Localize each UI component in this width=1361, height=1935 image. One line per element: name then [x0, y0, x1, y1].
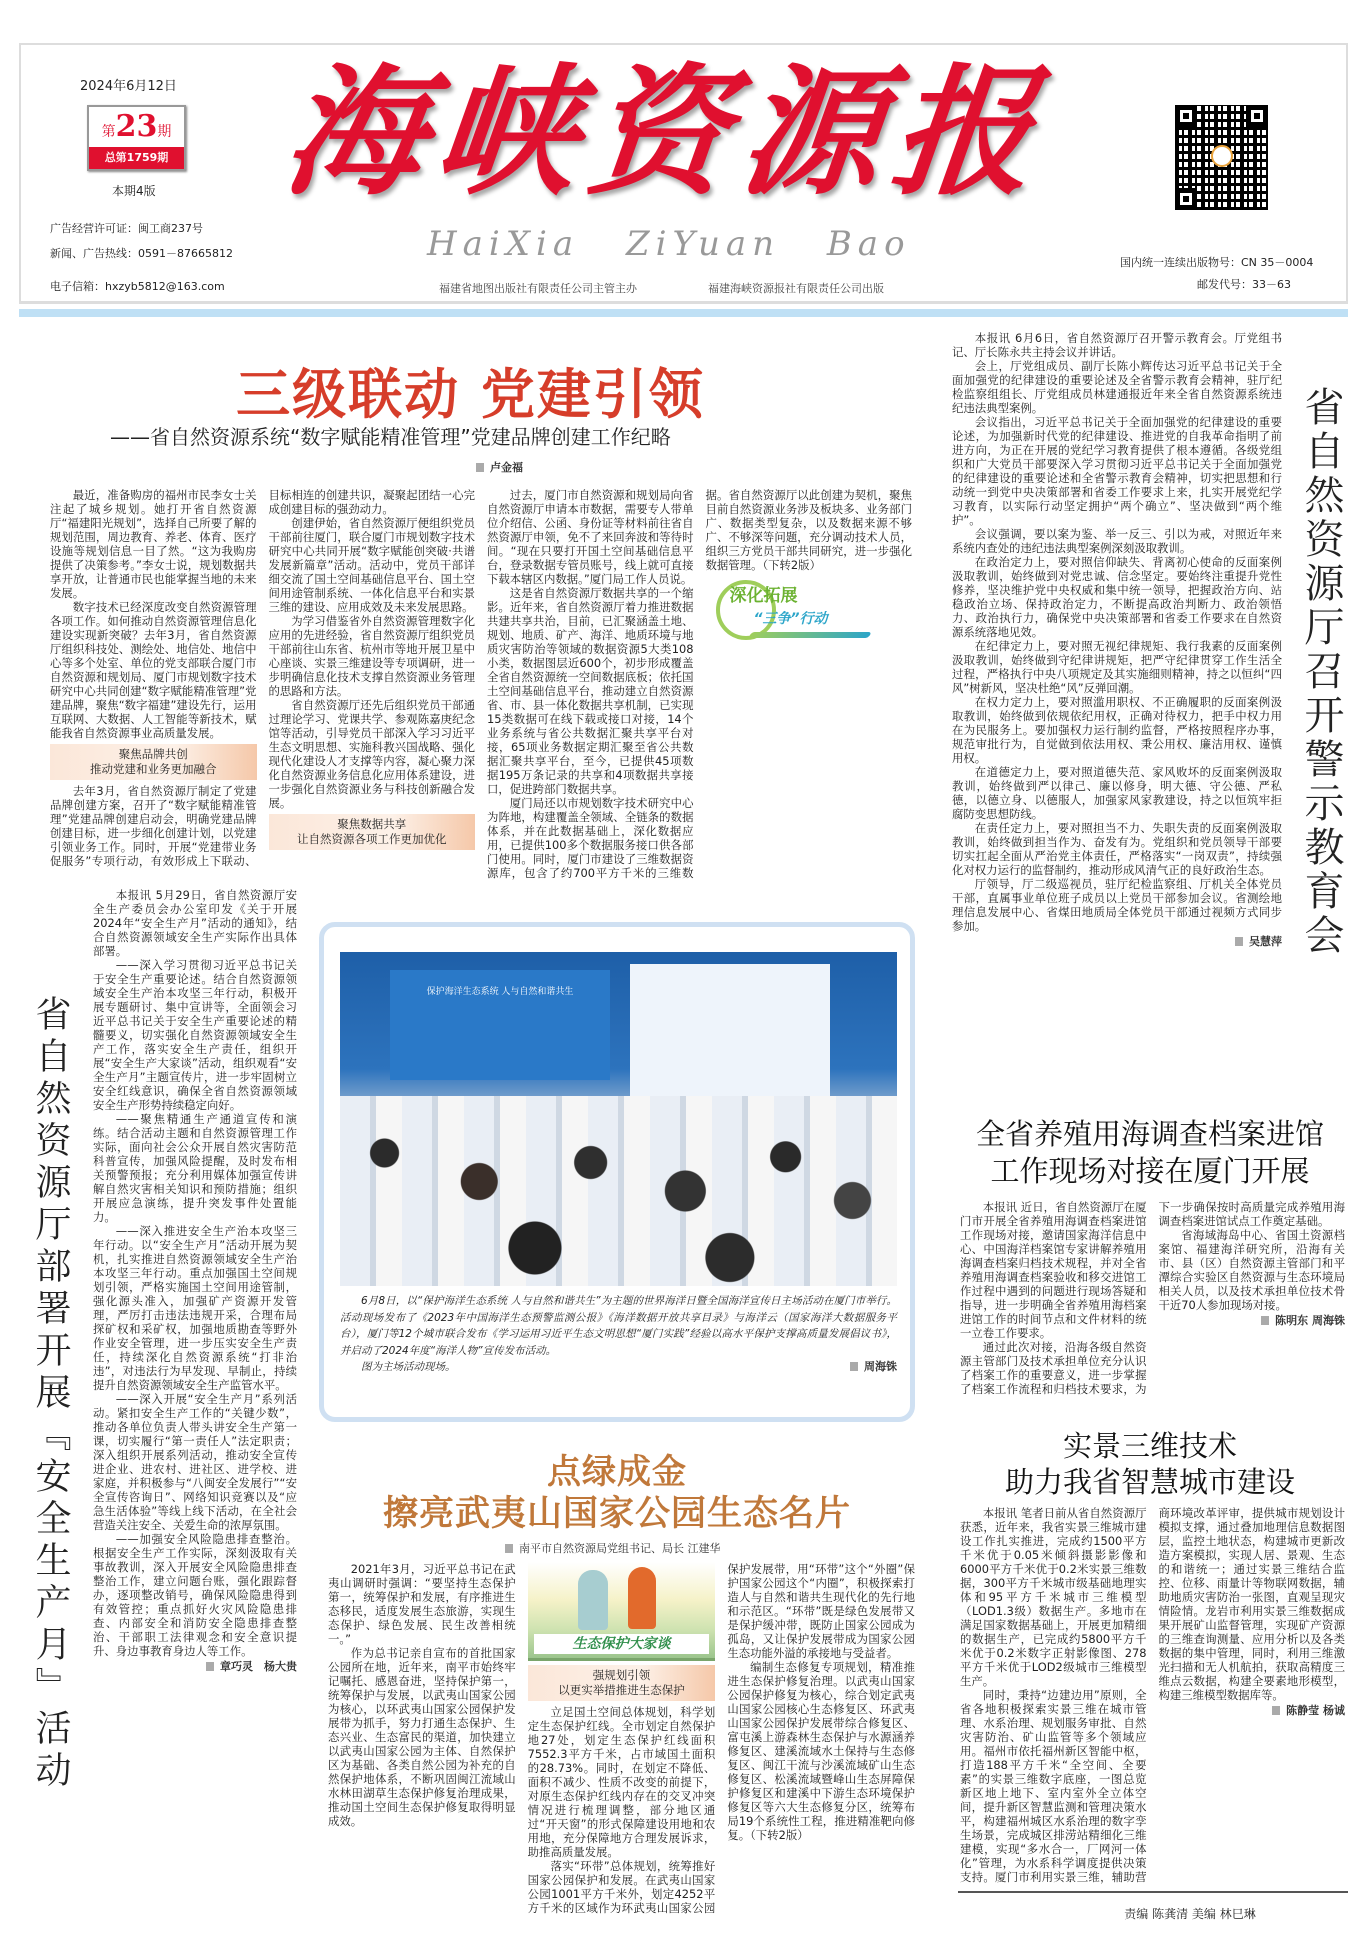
realistic-3d-title-line1: 实景三维技术: [1062, 1429, 1237, 1463]
paragraph: 会议指出，习近平总书记关于全面加强党的纪律建设的重要论述，为加强新时代党的纪律建设、推进党的自我革命指明了前进方向，为正在开展的党纪学习教育提供了根本遵循。各级党组织和广大党员干部要深入学习贯彻习近平总书记关于全面加强党的纪律建设的重要论述和全省警示教育会精神，切实把思想和行动统一到党中央决策部署和省委工作要求上来，扎实开展党纪学习教育，以实际行动坚定拥护“两个确立”、坚决做到“两个维护”。: [952, 415, 1282, 527]
realistic-3d-body: [960, 1506, 1345, 1888]
paragraph: 省海域海岛中心、省国土资源档案馆、福建海洋研究所，沿海有关市、县（区）自然资源主管部门和平潭综合实验区自然资源与生态环境局相关人员，以及技术承担单位技术骨干近70人参加现场对接。: [1158, 1228, 1345, 1312]
paragraph: 本报讯 5月29日，省自然资源厅安全生产委员会办公室印发《关于开展2024年“安全生产月”活动的通知》，结合自然资源领域安全生产实际作出具体部署。: [93, 888, 297, 958]
paragraph: 同时，秉持“边建边用”原则，全省各地积极探索实景三维在城市管理、水系治理、规划服务审批、自然灾害防治、矿山监管等多个领域应用。福州市依托福州新区智能中枢，打造188平方千米“全空间、全要素”的实景三维数字底座，一图总览新区地上地下、室内室外全立体空间，提升新区智慧监测和管理决策水平，构建福州城区水系治理的数字孪生场景，完成城区排涝站精细化三维建模，实现“多水合一，厂网河一体化”管理，为水系科学调度提供决策支持。厦门市利用实景三维，辅助营商环境改革评审，提供城市规划设计模拟支撑，通过叠加地理信息数据图层，监控土地状态，构建城市更新改造方案模拟，实现人居、景观、生态的和谐统一；通过实景三维结合监控、位移、雨量计等物联网数据，辅助地质灾害防治一张图，直观呈现灾情险情。龙岩市利用实景三维数据成果开展矿山监督管理，实现矿产资源的三维查询测量、应用分析以及各类数据的集中管理，同时，利用三维激光扫描和无人机航拍，获取高精度三维点云数据，构建全要素地形模型，构建三维模型数据库等。: [960, 1506, 1345, 1884]
arrow-icon: [748, 632, 871, 638]
divider: [19, 301, 1348, 304]
paragraph: 省自然资源厅还先后组织党员干部通过理论学习、党课共学、参观陈嘉庚纪念馆等活动，引导党员干部深入学习习近平生态文明思想、实施科教兴国战略、强化现代化建设人才支撑等内容，凝心聚力深化自然资源业务信息化应用体系建设，进一步强化自然资源业务与科技创新融合发展。: [268, 698, 475, 810]
paragraph: 作为总书记亲自宣布的首批国家公园所在地，近年来，南平市始终牢记嘱托、感恩奋进，坚持保护第一，统筹保护与发展，以武夷山国家公园为核心，以环武夷山国家公园保护发展带为抓手，努力打通生态保护、生态兴业、生态富民的渠道，加快建立以武夷山国家公园为主体、自然保护区为基础、各类自然公园为补充的自然保护地体系，不断巩固闽江流域山水林田湖草生态保护修复治理成果，推动国土空间生态保护修复取得明显成效。: [328, 1646, 516, 1828]
issue-suffix: 期: [157, 124, 172, 140]
issue-prefix: 第: [101, 124, 116, 140]
lead-body: [50, 488, 912, 880]
archives-byline: 陈明东 周海铢: [1261, 1314, 1345, 1327]
archives-title-line2: 工作现场对接在厦门开展: [990, 1154, 1310, 1188]
paragraph: 编制生态修复专项规划，精准推进生态保护修复治理。以武夷山国家公园保护修复为核心，综合划定武夷山国家公园核心生态修复区、环武夷山国家公园保护发展带综合修复区、富屯溪上游森林生态保护与水源涵养修复区、建溪流域水土保持与生态修复区、闽江干流与沙溪流域矿山生态修复区、松溪流域暨峰山生态屏障保护修复区和建溪中下游生态环境保护修复区等六大生态修复分区，统筹布局19个系统性工程，推进精准靶向修复。（下转2版）: [727, 1660, 915, 1842]
screen-text: 保护海洋生态系统 人与自然和谐共生: [426, 987, 574, 997]
lead-headline: 三级联动 党建引领: [236, 363, 705, 426]
wuyishan-title-line1: 点绿成金: [547, 1452, 687, 1492]
warning-meeting-title: 省自然资源厅召开警示教育会: [1298, 386, 1344, 958]
paragraph: 厦门局还以市规划数字技术研究中心为阵地，构建覆盖全领域、全链条的数据体系，并在此数据基础上，深化数据应用，已提供100多个数据服务接口供各部门使用。同时，厦门市建设了三维数据资源库，包含了约700平方千米的三维数据。省自然资源厅以此创建为契机，聚焦目前自然资源业务涉及板块多、业务部门广、数据类型复杂，以及数据来源不够广、不够深等问题，充分调动技术人员，组织三方党员干部共同研究，进一步强化数据管理。（下转2版）: [487, 488, 912, 880]
paragraph: 通过此次对接，沿海各级自然资源主管部门及技术承担单位充分认识了档案工作的重要意义，进一步掌握了档案工作流程和归档技术要求，为下一步确保按时高质量完成养殖用海调查档案进馆试点工作奠定基础。: [960, 1200, 1345, 1396]
ad-license: 广告经营许可证：闽工商237号: [50, 222, 203, 235]
conference-photo[interactable]: [340, 952, 897, 1286]
paragraph: 为学习借鉴省外自然资源管理数字化应用的先进经验，省自然资源厅组织党员干部前往山东省、杭州市等地开展卫星中心座谈、实景三维建设等专项调研，进一步明确信息化技术支撑自然资源业务管理的思路和方法。: [268, 614, 475, 698]
graphic-subtitle: “三争”行动: [753, 611, 828, 627]
paragraph: 过去，厦门市自然资源和规划局向省自然资源厅申请本市数据，需要专人带单位介绍信、公函、身份证等材料前往省自然资源厅申领，免不了来回奔波和等待时间。“现在只要打开国土空间基础信息平台，登录数据专管员账号，线上就可直接下载本辖区内数据。”厦门局工作人员说。: [487, 488, 694, 586]
person-figure-icon: [578, 1570, 608, 1630]
publisher: 福建海峡资源报社有限责任公司出版: [708, 282, 884, 295]
paragraph: 在纪律定力上，要对照无视纪律规矩、我行我素的反面案例汲取教训，始终做到守纪律讲规矩，把严守纪律贯穿工作生活全过程，严格执行中央八项规定及其实施细则精神，持之以恒纠“四风”树新风，坚决杜绝“风”反弹回潮。: [952, 639, 1282, 695]
paragraph: 在道德定力上，要对照道德失范、家风败坏的反面案例汲取教训，始终做到严以律己、廉以修身，明大德、守公德、严私德，以德立身、以德服人，加强家风家教建设，持之以恒筑牢拒腐防变思想防线。: [952, 765, 1282, 821]
archives-body: [960, 1200, 1345, 1422]
paragraph: ——深入推进安全生产治本攻坚三年行动。以“安全生产月”活动开展为契机，扎实推进自然资源领域安全生产治本攻坚三年行动。重点加强国土空间规划引领，严格实施国土空间用途管制，强化源头准入，加强矿产资源开发管理，严厉打击违法违规开采，合理布局探矿权和采矿权，加强地质勘查等野外作业安全管理，进一步压实安全生产责任，持续深化自然资源系统“打非治违”，对违法行为早发现、早制止，持续提升自然资源领域安全生产监管水平。: [93, 1224, 297, 1392]
hotline: 新闻、广告热线：0591－87665812: [50, 247, 233, 260]
caption-tail: 图为主场活动现场。: [361, 1361, 456, 1373]
presentation-screen: [630, 964, 830, 1104]
paragraph: ——深入学习贯彻习近平总书记关于安全生产重要论述。结合自然资源领域安全生产治本攻坚三年行动，积极开展专题研讨、集中宣讲等，全面领会习近平总书记关于安全生产重要论述的精髓要义，切实强化自然资源领域安全生产工作，落实安全生产责任，组织开展“安全生产大家谈”活动，组织观看“安全生产月”主题宣传片，进一步牢固树立安全红线意识，确保全省自然资源领域安全生产形势持续稳定向好。: [93, 958, 297, 1112]
paragraph: 这是省自然资源厅数据共享的一个缩影。近年来，省自然资源厅着力推进数据共建共享共治，目前，已汇聚涵盖土地、规划、地质、矿产、海洋、地质环境与地质灾害防治等领域的数据资源5大类108小类，数据图层近600个，初步形成覆盖全省自然资源统一空间数据底板；依托国土空间基础信息平台，推动建立自然资源省、市、县一体化数据共享机制，已实现15类数据可在线下载或接口对接，14个业务系统与省公共数据汇聚共享平台对接，65项业务数据定期汇聚至省公共数据汇聚共享平台，至今，已提供45项数据195万条记录的共享和4项数据共享接口，促进跨部门数据共享。: [487, 586, 694, 796]
divider: [958, 1891, 1348, 1893]
paragraph: 去年3月，省自然资源厅制定了党建品牌创建方案，召开了“数字赋能精准管理”党建品牌创建启动会，明确党建品牌创建目标，进一步细化创建计划，以党建引领业务工作。同时，开展“党建带业务促服务”专项行动，有效形成上下联动、目标相连的创建共识，凝聚起团结一心完成创建目标的强劲动力。: [50, 488, 475, 868]
three-strive-graphic: [716, 580, 871, 640]
safety-month-title: 省自然资源厅部署开展『安全生产月』活动: [30, 995, 71, 1793]
paragraph: 最近，准备购房的福州市民李女士关注起了城乡规划。她打开省自然资源厅“福建阳光规划”，选择自己所要了解的规划范围，周边教育、养老、体育、医疗设施等规划信息一目了然。“这为我购房提供了决策参考。”李女士说，规划数据共享开放，让普通市民也能掌握当地的未来发展。: [50, 488, 257, 600]
blue-band: [19, 309, 1348, 317]
newspaper-masthead-logo: 海峡资源报: [276, 51, 1054, 215]
safety-month-byline: 章巧灵 杨大贵: [206, 1660, 297, 1673]
paragraph: ——聚焦精通生产通道宣传和演练。结合活动主题和自然资源管理工作实际，面向社会公众开展自然灾害防范科普宣传，加强风险提醒，及时发布相关预警预报；充分利用媒体加强宣传讲解自然灾害相关知识和预防措施；组织开展应急演练，提升突发事件处置能力。: [93, 1112, 297, 1224]
postal-code: 邮发代号：33－63: [1197, 278, 1291, 291]
realistic-3d-title-line2: 助力我省智慧城市建设: [1004, 1465, 1295, 1499]
warning-meeting-body: [952, 331, 1282, 1091]
paragraph: 在政治定力上，要对照信仰缺失、背离初心使命的反面案例汲取教训，始终做到对党忠诚、信念坚定。要始终注重提升党性修养，坚决维护党中央权威和集中统一领导，把握政治方向、站稳政治立场、保持政治定力，不断提高政治判断力、政治领悟力、政治执行力，确保党中央决策部署和省委工作要求在自然资源系统落地见效。: [952, 555, 1282, 639]
page-count: 本期4版: [112, 184, 156, 198]
lead-byline: 卢金福: [476, 459, 523, 475]
archives-title-line1: 全省养殖用海调查档案进馆: [975, 1117, 1324, 1151]
wuyishan-body: [328, 1562, 915, 1928]
paragraph: 立足国土空间总体规划，科学划定生态保护红线。全市划定自然保护地27处，划定生态保护红线面积7552.3平方千米，占市域国土面积的28.73%。同时，在划定不降低、面积不减少、性质不改变的前提下，对原生态保护红线内存在的交叉冲突情况进行梳理调整，部分地区通过“开天窗”的形式保障建设用地和农用地，充分保障地方合理发展诉求，助推高质量发展。: [527, 1705, 716, 1859]
audience: [340, 1096, 897, 1286]
issue-date: 2024年6月12日: [80, 79, 177, 94]
paragraph: 创建伊始，省自然资源厅便组织党员干部前往厦门，联合厦门市规划数字技术研究中心共同开展“数字赋能创突破·共谱发展新篇章”活动。活动中，党员干部详细交流了国土空间基础信息平台、国土空间用途管制系统、一体化信息平台和实景三维的建设、应用成效及未来发展思路。: [268, 516, 475, 614]
eco-talk-illustration: [528, 1562, 716, 1661]
paragraph: 在权力定力上，要对照滥用职权、不正确履职的反面案例汲取教训，始终做到依规依纪用权，正确对待权力，把手中权力用在为民服务上。要加强权力运行制约监督，严格按照程序办事，规范审批行为，自觉做到依法用权、秉公用权、廉洁用权、谨慎用权。: [952, 695, 1282, 765]
paragraph: 本报讯 近日，省自然资源厅在厦门市开展全省养殖用海调查档案进馆工作现场对接，邀请国家海洋信息中心、中国海洋档案馆专家讲解养殖用海调查档案归档技术规程，并对全省养殖用海调查档案验收和移交进馆工作过程中遇到的问题进行现场答疑和指导，进一步明确全省养殖用海档案进馆工作的时间节点和文件材料的统一立卷工作要求。: [960, 1200, 1147, 1340]
caption-text: 6月8日，以“保护海洋生态系统 人与自然和谐共生”为主题的世界海洋日暨全国海洋宣传日主场活动在厦门市举行。活动现场发布了《2023年中国海洋生态预警监测公报》《海洋数据开放共享目录》与海洋云（国家海洋大数据服务平台），厦门等12个城市联合发布《学习运用习近平生态文明思想“厦门实践”经验以高水平保护支撑高质量发展倡议书》，并启动了2024年度“海洋人物”宣传发布活动。: [340, 1295, 897, 1357]
wuyishan-byline: 南平市自然资源局党组书记、局长 江建华: [505, 1540, 721, 1556]
paragraph: 会上，厅党组成员、副厅长陈小辉传达习近平总书记关于全面加强党的纪律建设的重要论述及全省警示教育会精神，驻厅纪检监察组组长、厅党组成员林建通报近年来全省自然资源系统违纪违法典型案例。: [952, 359, 1282, 415]
email: 电子信箱：hxzyb5812@163.com: [50, 280, 225, 293]
realistic-3d-byline: 陈静莹 杨诚: [1272, 1704, 1345, 1717]
section-subhead: 聚焦品牌共创 推动党建和业务更加融合: [50, 744, 257, 780]
wuyishan-title-line2: 擦亮武夷山国家公园生态名片: [382, 1494, 851, 1534]
section-subhead: 强规划引领 以更实举措推进生态保护: [528, 1665, 716, 1701]
paragraph: 厅领导，厅二级巡视员，驻厅纪检监察组、厅机关全体党员干部，直属事业单位班子成员以上党员干部参加会议。省测绘地理信息发展中心、省煤田地质局全体党员干部通过视频方式同步参加。: [952, 877, 1282, 933]
issue-number: 23: [115, 109, 158, 144]
paragraph: 本报讯 6月6日，省自然资源厅召开警示教育会。厅党组书记、厅长陈永共主持会议并讲话。: [952, 331, 1282, 359]
paragraph: ——加强安全风险隐患排查整治。根据安全生产工作实际，深刻汲取有关事故教训，深入开展安全风险隐患排查整治工作，建立问题台账，强化跟踪督办，逐项整改销号，确保风险隐患得到有效管控；重点抓好火灾风险隐患排查、内部安全和消防安全隐患排查整治、干部职工法律观念和安全意识提升、身边事教育身边人等工作。: [93, 1532, 297, 1658]
editors: 责编 陈龚清 美编 林巳琳: [1124, 1907, 1256, 1921]
lead-subtitle: ——省自然资源系统“数字赋能精准管理”党建品牌创建工作纪略: [110, 425, 671, 449]
paragraph: 落实“环带”总体规划，统筹推好国家公园保护和发展。在武夷山国家公园1001平方千米外，划定4252平方千米的区域作为环武夷山国家公园保护发展带，用“环带”这个“外圈”保护国家公园这个“内圈”，积极探索打造人与自然和谐共生现代化的先行地和示范区。“环带”既是绿色发展带又是保护缓冲带，既防止国家公园成为孤岛，又让保护发展带成为国家公园生态功能外溢的承接地与受益者。: [527, 1562, 915, 1915]
photo-caption: [340, 1293, 897, 1376]
illustration-label: 生态保护大家谈: [534, 1634, 710, 1654]
section-subhead: 聚焦数据共享 让自然资源各项工作更加优化: [269, 814, 476, 850]
issue-number-box: [87, 105, 186, 171]
paragraph: 数字技术已经深度改变自然资源管理各项工作。如何推动自然资源管理信息化建设实现新突破？去年3月，省自然资源厅组织科技处、测绘处、地信处、地信中心等多个处室、单位的党支部联合厦门市自然资源和规划局、厦门市规划数字技术研究中心共同创建“数字赋能精准管理”党建品牌，聚焦“数字福建”建设先行，运用互联网、大数据、人工智能等新技术，赋能我省自然资源事业高质量发展。: [50, 600, 257, 740]
paragraph: 会议强调，要以案为鉴、举一反三、引以为戒，对照近年来系统内查处的违纪违法典型案例深刻汲取教训。: [952, 527, 1282, 555]
person-figure-icon: [628, 1567, 656, 1629]
graphic-title: 深化拓展: [729, 586, 798, 606]
warning-meeting-byline: 吴慧萍: [1235, 935, 1282, 948]
safety-month-body: [93, 888, 297, 1918]
paragraph: 本报讯 笔者日前从省自然资源厅获悉，近年来，我省实景三维城市建设工作扎实推进，完成约1500平方千米优于0.05米倾斜摄影影像和6000平方千米优于0.2米实景三维数据，300平方千米城市级基础地理实体和95平方千米城市三维模型（LOD1.3级）数据生产。多地市在满足国家数据基础上，开展更加精细的数据生产，已完成约5800平方千米优于0.2米数字正射影像图、278平方千米优于LOD2级城市三维模型生产。: [960, 1506, 1147, 1688]
total-issue: 总第1759期: [89, 147, 184, 169]
sponsor: 福建省地图出版社有限责任公司主管主办: [439, 282, 637, 295]
cn-number: 国内统一连续出版物号：CN 35－0004: [1120, 256, 1314, 269]
photo-byline: 周海铢: [829, 1359, 897, 1376]
paragraph: ——深入开展“安全生产月”系列活动。紧扣安全生产工作的“关键少数”，推动各单位负责人带头讲安全生产第一课，切实履行“第一责任人”法定职责；深入组织开展系列活动，推动安全宣传进企业、进农村、进社区、进学校、进家庭，并积极参与“八闽安全发展行”“安全宣传咨询日”、网络知识竞赛以及“应急生活体验”等线上线下活动，在全社会营造关注安全、关爱生命的浓厚氛围。: [93, 1392, 297, 1532]
logo-icon: [1211, 145, 1233, 167]
paragraph: 2021年3月，习近平总书记在武夷山调研时强调：“要坚持生态保护第一，统筹保护和发展，有序推进生态移民，适度发展生态旅游，实现生态保护、绿色发展、民生改善相统一。”: [328, 1562, 516, 1646]
masthead-pinyin: HaiXia ZiYuan Bao: [427, 224, 911, 264]
stage-screen: [390, 970, 610, 1080]
paragraph: 在责任定力上，要对照担当不力、失职失责的反面案例汲取教训，始终做到担当作为、奋发有为。党组织和党员领导干部要切实扛起全面从严治党主体责任，严格落实“一岗双责”，持续强化对权力运行的监督制约，推动形成风清气正的良好政治生态。: [952, 821, 1282, 877]
qr-code-icon[interactable]: [1175, 105, 1268, 210]
